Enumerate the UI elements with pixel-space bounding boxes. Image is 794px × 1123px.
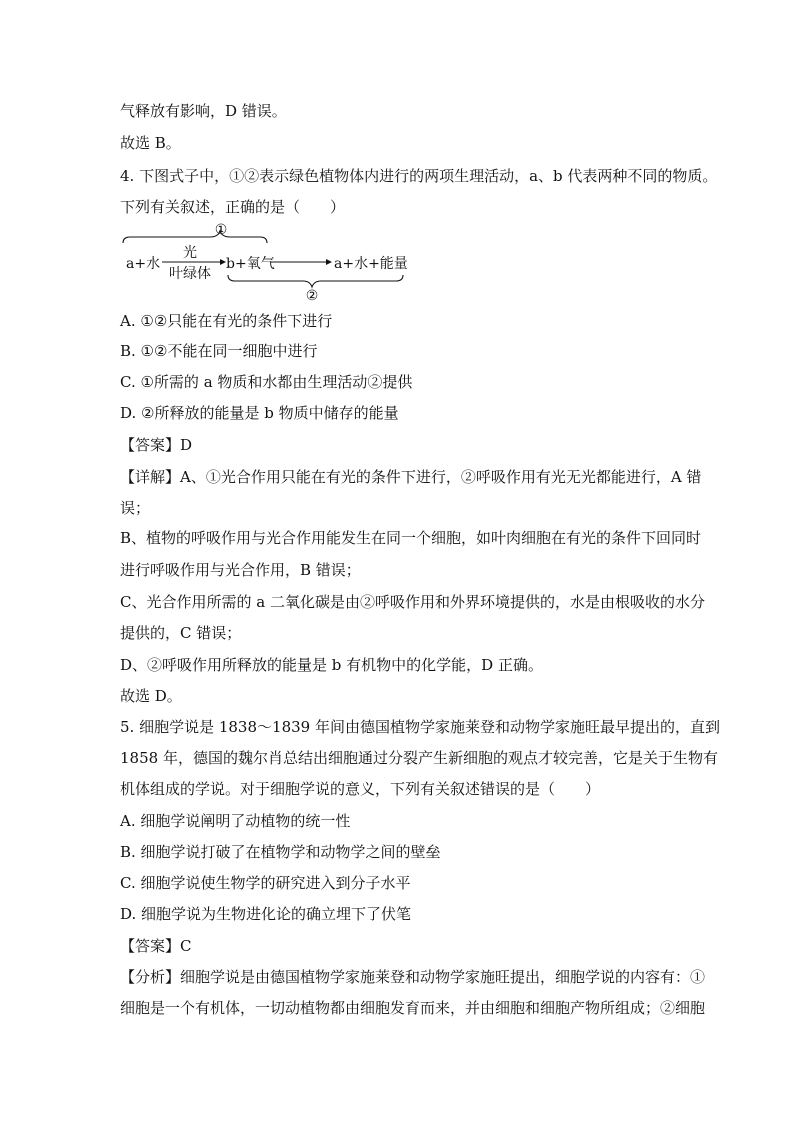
explanation-line: C、光合作用所需的 a 二氧化碳是由②呼吸作用和外界环境提供的，水是由根吸收的水分 (120, 593, 705, 611)
question-5-stem: 5. 细胞学说是 1838～1839 年间由德国植物学家施莱登和动物学家施旺最早提出的，直到 (120, 718, 720, 736)
process-2-label: ② (305, 288, 319, 302)
option-b: B. ①②不能在同一细胞中进行 (120, 342, 318, 360)
products-label: a+水+能量 (334, 256, 408, 272)
answer-label: 【答案】C (120, 937, 192, 955)
option-a: A. ①②只能在有光的条件下进行 (120, 312, 333, 330)
reaction-diagram-svg (120, 220, 420, 302)
arrow-2-head (326, 259, 332, 265)
reactants-label: a+水 (126, 256, 161, 272)
option-c: C. ①所需的 a 物质和水都由生理活动②提供 (120, 373, 413, 391)
intermediate-label: b+氧气 (226, 256, 275, 272)
explanation-line: 进行呼吸作用与光合作用，B 错误； (120, 561, 361, 579)
brace-process-2 (228, 275, 403, 287)
explanation-line: 误； (120, 499, 151, 517)
analysis-line: 【分析】细胞学说是由德国植物学家施莱登和动物学家施旺提出，细胞学说的内容有：① (120, 968, 706, 986)
option-a: A. 细胞学说阐明了动植物的统一性 (120, 812, 351, 830)
question-4-stem: 4. 下图式子中，①②表示绿色植物体内进行的两项生理活动，a、b 代表两种不同的物质。 (120, 167, 718, 185)
option-b: B. 细胞学说打破了在植物学和动物学之间的壁垒 (120, 843, 441, 861)
photosynthesis-respiration-diagram (120, 220, 420, 302)
text-line: 故选 D。 (120, 687, 182, 705)
condition-chloroplast: 叶绿体 (169, 266, 211, 282)
explanation-line: B、植物的呼吸作用与光合作用能发生在同一个细胞，如叶肉细胞在有光的条件下回同时 (120, 529, 702, 547)
option-d: D. ②所释放的能量是 b 物质中储存的能量 (120, 404, 399, 422)
text-line: 故选 B。 (120, 134, 181, 152)
process-1-label: ① (214, 222, 228, 238)
answer-label: 【答案】D (120, 436, 193, 454)
analysis-line: 细胞是一个有机体，一切动植物都由细胞发育而来，并由细胞和细胞产物所组成；②细胞 (120, 999, 706, 1017)
text-line: 气释放有影响，D 错误。 (120, 102, 287, 120)
question-4-stem: 下列有关叙述，正确的是（ ） (120, 198, 346, 216)
condition-light: 光 (183, 245, 197, 261)
explanation-line: D、②呼吸作用所释放的能量是 b 有机物中的化学能，D 正确。 (120, 656, 543, 674)
explanation-line: 【详解】A、①光合作用只能在有光的条件下进行，②呼吸作用有光无光都能进行，A 错 (120, 468, 702, 486)
option-c: C. 细胞学说使生物学的研究进入到分子水平 (120, 874, 411, 892)
explanation-line: 提供的，C 错误； (120, 624, 242, 642)
option-d: D. 细胞学说为生物进化论的确立埋下了伏笔 (120, 905, 412, 923)
question-5-stem: 1858 年，德国的魏尔肖总结出细胞通过分裂产生新细胞的观点才较完善，它是关于生物有 (120, 749, 718, 767)
brace-process-1 (123, 231, 267, 243)
question-5-stem: 机体组成的学说。对于细胞学说的意义，下列有关叙述错误的是（ ） (120, 780, 601, 798)
